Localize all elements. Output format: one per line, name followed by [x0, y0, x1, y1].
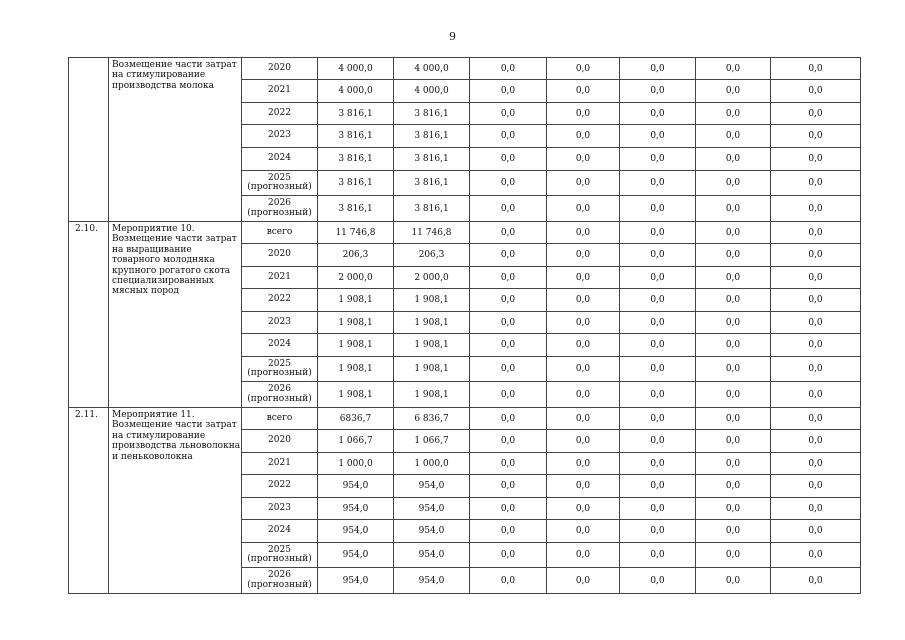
value-cell: 4 000,0 — [394, 58, 470, 80]
value-cell: 6836,7 — [318, 408, 394, 430]
value-cell: 0,0 — [620, 475, 696, 498]
value-cell: 0,0 — [620, 568, 696, 594]
value-cell: 0,0 — [620, 80, 696, 103]
value-cell: 0,0 — [620, 222, 696, 244]
value-cell: 0,0 — [547, 289, 620, 312]
value-cell: 954,0 — [318, 520, 394, 543]
value-cell: 0,0 — [696, 103, 771, 125]
value-cell: 0,0 — [547, 475, 620, 498]
value-cell: 0,0 — [771, 453, 861, 475]
value-cell: 0,0 — [696, 196, 771, 222]
value-cell: 3 816,1 — [394, 103, 470, 125]
value-cell: 0,0 — [547, 58, 620, 80]
value-cell: 0,0 — [620, 543, 696, 568]
value-cell: 0,0 — [470, 408, 547, 430]
value-cell: 11 746,8 — [318, 222, 394, 244]
value-cell: 1 908,1 — [318, 357, 394, 382]
value-cell: 11 746,8 — [394, 222, 470, 244]
year-cell: 2024 — [242, 520, 318, 543]
value-cell: 0,0 — [771, 382, 861, 408]
value-cell: 0,0 — [696, 453, 771, 475]
item-description: Возмещение части затрат на стимулирование производства молока — [109, 58, 242, 222]
value-cell: 0,0 — [696, 222, 771, 244]
value-cell: 0,0 — [470, 475, 547, 498]
value-cell: 1 908,1 — [318, 334, 394, 357]
value-cell: 954,0 — [318, 475, 394, 498]
value-cell: 0,0 — [470, 357, 547, 382]
item-description: Мероприятие 10. Возмещение части затрат на выращивание товарного молодняка крупного рогатого скота специализированных мясных пород — [109, 222, 242, 408]
value-cell: 0,0 — [771, 520, 861, 543]
table-body — [69, 58, 861, 594]
value-cell: 4 000,0 — [318, 58, 394, 80]
year-cell: 2020 — [242, 58, 318, 80]
value-cell: 3 816,1 — [318, 103, 394, 125]
value-cell: 0,0 — [547, 357, 620, 382]
value-cell: 3 816,1 — [318, 125, 394, 148]
value-cell: 0,0 — [620, 498, 696, 520]
year-cell: 2025 (прогнозный) — [242, 357, 318, 382]
table-row — [69, 222, 861, 244]
value-cell: 0,0 — [547, 453, 620, 475]
value-cell: 0,0 — [771, 58, 861, 80]
value-cell: 0,0 — [470, 382, 547, 408]
value-cell: 0,0 — [547, 408, 620, 430]
value-cell: 1 908,1 — [318, 382, 394, 408]
value-cell: 0,0 — [470, 430, 547, 453]
value-cell: 0,0 — [547, 80, 620, 103]
value-cell: 954,0 — [318, 568, 394, 594]
value-cell: 0,0 — [696, 58, 771, 80]
value-cell: 0,0 — [771, 125, 861, 148]
value-cell: 954,0 — [394, 475, 470, 498]
value-cell: 0,0 — [470, 520, 547, 543]
year-cell: 2023 — [242, 498, 318, 520]
value-cell: 0,0 — [470, 171, 547, 196]
value-cell: 0,0 — [620, 430, 696, 453]
value-cell: 1 908,1 — [394, 382, 470, 408]
value-cell: 0,0 — [547, 334, 620, 357]
value-cell: 1 908,1 — [318, 289, 394, 312]
value-cell: 2 000,0 — [318, 267, 394, 289]
value-cell: 0,0 — [696, 171, 771, 196]
item-number: 2.11. — [69, 408, 109, 594]
value-cell: 1 000,0 — [318, 453, 394, 475]
value-cell: 1 066,7 — [318, 430, 394, 453]
value-cell: 0,0 — [696, 498, 771, 520]
value-cell: 0,0 — [470, 267, 547, 289]
table-row — [69, 408, 861, 430]
value-cell: 0,0 — [696, 408, 771, 430]
year-cell: 2021 — [242, 453, 318, 475]
value-cell: 0,0 — [696, 357, 771, 382]
year-cell: 2024 — [242, 148, 318, 171]
value-cell: 0,0 — [771, 334, 861, 357]
value-cell: 3 816,1 — [394, 196, 470, 222]
value-cell: 3 816,1 — [318, 171, 394, 196]
value-cell: 0,0 — [771, 148, 861, 171]
value-cell: 0,0 — [620, 289, 696, 312]
value-cell: 0,0 — [771, 543, 861, 568]
value-cell: 0,0 — [771, 475, 861, 498]
page-number: 9 — [449, 30, 456, 43]
value-cell: 0,0 — [620, 357, 696, 382]
value-cell: 0,0 — [620, 58, 696, 80]
value-cell: 0,0 — [547, 125, 620, 148]
year-cell: 2022 — [242, 289, 318, 312]
year-cell: 2021 — [242, 80, 318, 103]
value-cell: 0,0 — [696, 125, 771, 148]
value-cell: 0,0 — [771, 312, 861, 334]
value-cell: 0,0 — [470, 244, 547, 267]
value-cell: 1 908,1 — [394, 289, 470, 312]
value-cell: 0,0 — [470, 222, 547, 244]
year-cell: 2023 — [242, 312, 318, 334]
value-cell: 0,0 — [620, 408, 696, 430]
value-cell: 0,0 — [771, 357, 861, 382]
value-cell: 0,0 — [771, 222, 861, 244]
value-cell: 0,0 — [547, 148, 620, 171]
value-cell: 2 000,0 — [394, 267, 470, 289]
year-cell: всего — [242, 222, 318, 244]
value-cell: 4 000,0 — [318, 80, 394, 103]
value-cell: 3 816,1 — [394, 125, 470, 148]
value-cell: 0,0 — [470, 196, 547, 222]
value-cell: 0,0 — [620, 244, 696, 267]
value-cell: 0,0 — [771, 171, 861, 196]
value-cell: 0,0 — [696, 568, 771, 594]
value-cell: 0,0 — [547, 430, 620, 453]
value-cell: 1 908,1 — [394, 312, 470, 334]
year-cell: 2022 — [242, 103, 318, 125]
value-cell: 0,0 — [696, 148, 771, 171]
value-cell: 0,0 — [470, 543, 547, 568]
value-cell: 0,0 — [696, 382, 771, 408]
value-cell: 954,0 — [318, 543, 394, 568]
value-cell: 0,0 — [547, 520, 620, 543]
value-cell: 0,0 — [547, 222, 620, 244]
value-cell: 0,0 — [771, 568, 861, 594]
value-cell: 0,0 — [547, 498, 620, 520]
year-cell: 2020 — [242, 430, 318, 453]
value-cell: 0,0 — [771, 498, 861, 520]
value-cell: 954,0 — [394, 568, 470, 594]
value-cell: 4 000,0 — [394, 80, 470, 103]
value-cell: 0,0 — [470, 125, 547, 148]
year-cell: 2025 (прогнозный) — [242, 171, 318, 196]
value-cell: 0,0 — [771, 103, 861, 125]
value-cell: 0,0 — [696, 80, 771, 103]
year-cell: 2026 (прогнозный) — [242, 382, 318, 408]
value-cell: 1 908,1 — [394, 334, 470, 357]
value-cell: 0,0 — [470, 289, 547, 312]
value-cell: 0,0 — [771, 196, 861, 222]
value-cell: 0,0 — [771, 244, 861, 267]
value-cell: 0,0 — [620, 453, 696, 475]
value-cell: 3 816,1 — [394, 148, 470, 171]
year-cell: 2020 — [242, 244, 318, 267]
value-cell: 0,0 — [620, 196, 696, 222]
value-cell: 0,0 — [620, 171, 696, 196]
value-cell: 0,0 — [470, 80, 547, 103]
value-cell: 0,0 — [771, 267, 861, 289]
budget-table — [68, 57, 861, 594]
value-cell: 0,0 — [696, 543, 771, 568]
value-cell: 0,0 — [470, 148, 547, 171]
year-cell: 2021 — [242, 267, 318, 289]
value-cell: 0,0 — [547, 382, 620, 408]
value-cell: 1 066,7 — [394, 430, 470, 453]
value-cell: 0,0 — [696, 334, 771, 357]
value-cell: 0,0 — [696, 430, 771, 453]
value-cell: 0,0 — [547, 196, 620, 222]
value-cell: 0,0 — [470, 334, 547, 357]
value-cell: 0,0 — [620, 103, 696, 125]
value-cell: 0,0 — [547, 103, 620, 125]
value-cell: 954,0 — [394, 543, 470, 568]
value-cell: 0,0 — [547, 543, 620, 568]
value-cell: 0,0 — [470, 498, 547, 520]
value-cell: 0,0 — [696, 475, 771, 498]
value-cell: 954,0 — [394, 498, 470, 520]
value-cell: 0,0 — [547, 312, 620, 334]
value-cell: 0,0 — [547, 267, 620, 289]
value-cell: 0,0 — [696, 312, 771, 334]
value-cell: 3 816,1 — [318, 148, 394, 171]
value-cell: 0,0 — [470, 312, 547, 334]
value-cell: 1 000,0 — [394, 453, 470, 475]
value-cell: 0,0 — [470, 453, 547, 475]
year-cell: 2022 — [242, 475, 318, 498]
value-cell: 0,0 — [470, 568, 547, 594]
value-cell: 0,0 — [696, 520, 771, 543]
value-cell: 0,0 — [696, 289, 771, 312]
year-cell: 2024 — [242, 334, 318, 357]
value-cell: 1 908,1 — [318, 312, 394, 334]
value-cell: 0,0 — [547, 568, 620, 594]
value-cell: 0,0 — [771, 289, 861, 312]
value-cell: 0,0 — [470, 103, 547, 125]
value-cell: 0,0 — [547, 244, 620, 267]
item-number — [69, 58, 109, 222]
item-description: Мероприятие 11. Возмещение части затрат на стимулирование производства льноволокна и пеньковолокна — [109, 408, 242, 594]
value-cell: 0,0 — [696, 267, 771, 289]
value-cell: 0,0 — [771, 80, 861, 103]
value-cell: 0,0 — [771, 408, 861, 430]
value-cell: 0,0 — [620, 382, 696, 408]
value-cell: 0,0 — [470, 58, 547, 80]
value-cell: 0,0 — [696, 244, 771, 267]
value-cell: 0,0 — [620, 312, 696, 334]
value-cell: 6 836,7 — [394, 408, 470, 430]
value-cell: 206,3 — [394, 244, 470, 267]
year-cell: всего — [242, 408, 318, 430]
value-cell: 3 816,1 — [318, 196, 394, 222]
table-row — [69, 58, 861, 80]
value-cell: 954,0 — [394, 520, 470, 543]
value-cell: 954,0 — [318, 498, 394, 520]
value-cell: 0,0 — [620, 334, 696, 357]
value-cell: 0,0 — [547, 171, 620, 196]
value-cell: 0,0 — [620, 520, 696, 543]
value-cell: 206,3 — [318, 244, 394, 267]
value-cell: 1 908,1 — [394, 357, 470, 382]
value-cell: 0,0 — [771, 430, 861, 453]
item-number: 2.10. — [69, 222, 109, 408]
value-cell: 0,0 — [620, 148, 696, 171]
year-cell: 2023 — [242, 125, 318, 148]
value-cell: 0,0 — [620, 125, 696, 148]
year-cell: 2025 (прогнозный) — [242, 543, 318, 568]
value-cell: 3 816,1 — [394, 171, 470, 196]
year-cell: 2026 (прогнозный) — [242, 568, 318, 594]
year-cell: 2026 (прогнозный) — [242, 196, 318, 222]
value-cell: 0,0 — [620, 267, 696, 289]
